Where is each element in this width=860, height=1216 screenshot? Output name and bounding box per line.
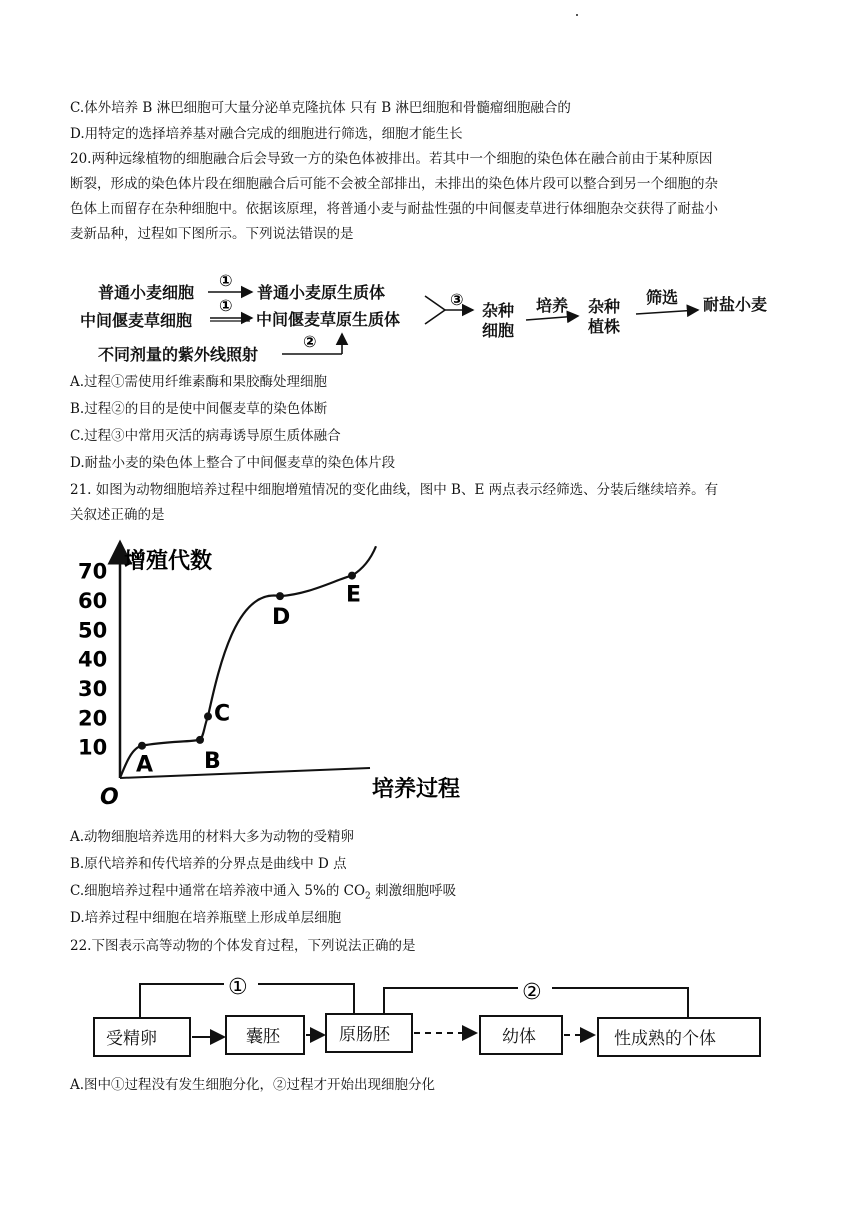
- point-label-C: C: [214, 701, 231, 727]
- wheat-cell-label: 普通小麦细胞: [98, 283, 195, 302]
- point-B: [196, 736, 204, 744]
- q21-stem: [70, 478, 792, 528]
- point-label-B: B: [204, 748, 221, 774]
- q21-option-b: B.原代培养和传代培养的分界点是曲线中 D 点: [70, 856, 347, 872]
- q20-stem-line-1: 20.两种远缘植物的细胞融合后会导致一方的染色体被排出。若其中一个细胞的染色体在融合前由于某种原因: [70, 151, 713, 167]
- q21-option-c-pre: C.细胞培养过程中通常在培养液中通入 5%的 CO: [70, 883, 366, 899]
- culture-label: 培养: [536, 296, 569, 315]
- stage-gastrula: 原肠胚: [339, 1025, 390, 1045]
- hybrid-plant-label-1: 杂种: [588, 297, 621, 316]
- wheat-protoplast-label: 普通小麦原生质体: [257, 283, 386, 302]
- bracket-2-label: ②: [522, 980, 542, 1005]
- q21-option-d: D.培养过程中细胞在培养瓶壁上形成单层细胞: [70, 910, 342, 926]
- q21-option-c: [70, 882, 800, 906]
- x-axis: [120, 768, 370, 778]
- arrow-screen: [636, 310, 698, 314]
- y-tick-label-70: 70: [78, 559, 108, 584]
- step3-label: ③: [450, 290, 464, 309]
- q21-stem-line-2: 关叙述正确的是: [70, 507, 165, 523]
- q20-stem-line-4: 麦新品种，过程如下图所示。下列说法错误的是: [70, 226, 354, 242]
- hybrid-cell-label-2: 细胞: [482, 321, 515, 340]
- q20-stem-line-3: 色体上而留存在杂种细胞中。依据该原理，将普通小麦与耐盐性强的中间偃麦草进行体细胞杂交获得了耐盐小: [70, 201, 718, 217]
- point-label-E: E: [346, 582, 362, 608]
- hybrid-plant-label-2: 植株: [588, 317, 621, 336]
- uv-label: 不同剂量的紫外线照射: [98, 345, 259, 364]
- step1-top-label: ①: [219, 271, 233, 290]
- grass-cell-label: 中间偃麦草细胞: [80, 311, 193, 330]
- y-tick-label-10: 10: [78, 735, 108, 760]
- stage-zygote: 受精卵: [106, 1029, 157, 1049]
- point-E: [348, 572, 356, 580]
- q20-stem: [70, 147, 792, 247]
- screen-label: 筛选: [646, 288, 679, 307]
- y-tick-label-20: 20: [78, 706, 108, 731]
- q21-option-c-post: 刺激细胞呼吸: [370, 883, 457, 899]
- x-axis-label: 培养过程: [372, 777, 461, 802]
- q20-option-c: C.过程③中常用灭活的病毒诱导原生质体融合: [70, 428, 341, 444]
- proliferation-curve: [120, 546, 376, 778]
- page-dot: [576, 14, 578, 16]
- y-tick-label-30: 30: [78, 677, 108, 701]
- q22-stem: 22.下图表示高等动物的个体发育过程，下列说法正确的是: [70, 938, 416, 954]
- y-tick-label-40: 40: [78, 647, 108, 672]
- origin-label: O: [100, 785, 119, 810]
- point-label-D: D: [272, 605, 291, 631]
- q20-flow-diagram: [70, 258, 800, 370]
- q20-option-d: D.耐盐小麦的染色体上整合了中间偃麦草的染色体片段: [70, 455, 396, 471]
- point-C: [204, 712, 212, 720]
- q19-option-d: D.用特定的选择培养基对融合完成的细胞进行筛选，细胞才能生长: [70, 126, 463, 142]
- hybrid-cell-label-1: 杂种: [482, 301, 515, 320]
- result-label: 耐盐小麦: [703, 295, 768, 314]
- stage-blastula: 囊胚: [246, 1027, 280, 1047]
- step2-label: ②: [303, 332, 317, 351]
- q22-option-a: A.图中①过程没有发生细胞分化，②过程才开始出现细胞分化: [70, 1077, 436, 1093]
- point-label-A: A: [136, 752, 154, 778]
- grass-protoplast-label: 中间偃麦草原生质体: [256, 310, 401, 329]
- merge-bracket: [425, 296, 445, 324]
- step1-bottom-label: ①: [219, 296, 233, 315]
- q19-option-c: C.体外培养 B 淋巴细胞可大量分泌单克隆抗体 只有 B 淋巴细胞和骨髓瘤细胞融合的: [70, 100, 571, 116]
- point-A: [138, 742, 146, 750]
- q21-option-c-sub: 2: [365, 891, 371, 902]
- proliferation-chart: [70, 538, 500, 818]
- q20-option-a: A.过程①需使用纤维素酶和果胶酶处理细胞: [70, 374, 328, 390]
- bracket-1-label: ①: [228, 975, 248, 1000]
- q20-stem-line-2: 断裂，形成的染色体片段在细胞融合后可能不会被全部排出，未排出的染色体片段可以整合到另一个细胞的杂: [70, 176, 718, 192]
- stage-larva: 幼体: [502, 1027, 536, 1047]
- q21-stem-line-1: 21. 如图为动物细胞培养过程中细胞增殖情况的变化曲线，图中 B、E 两点表示经筛选、分装后继续培养。有: [70, 482, 719, 498]
- y-axis-label: 增殖代数: [124, 549, 213, 574]
- q20-option-b: B.过程②的目的是使中间偃麦草的染色体断: [70, 401, 328, 417]
- arrow-culture: [526, 316, 578, 320]
- y-tick-label-60: 60: [78, 589, 108, 613]
- point-D: [276, 592, 284, 600]
- y-tick-label-50: 50: [78, 618, 108, 643]
- stage-adult: 性成熟的个体: [614, 1029, 716, 1049]
- q22-development-diagram: [88, 966, 768, 1062]
- q21-option-a: A.动物细胞培养选用的材料大多为动物的受精卵: [70, 829, 355, 845]
